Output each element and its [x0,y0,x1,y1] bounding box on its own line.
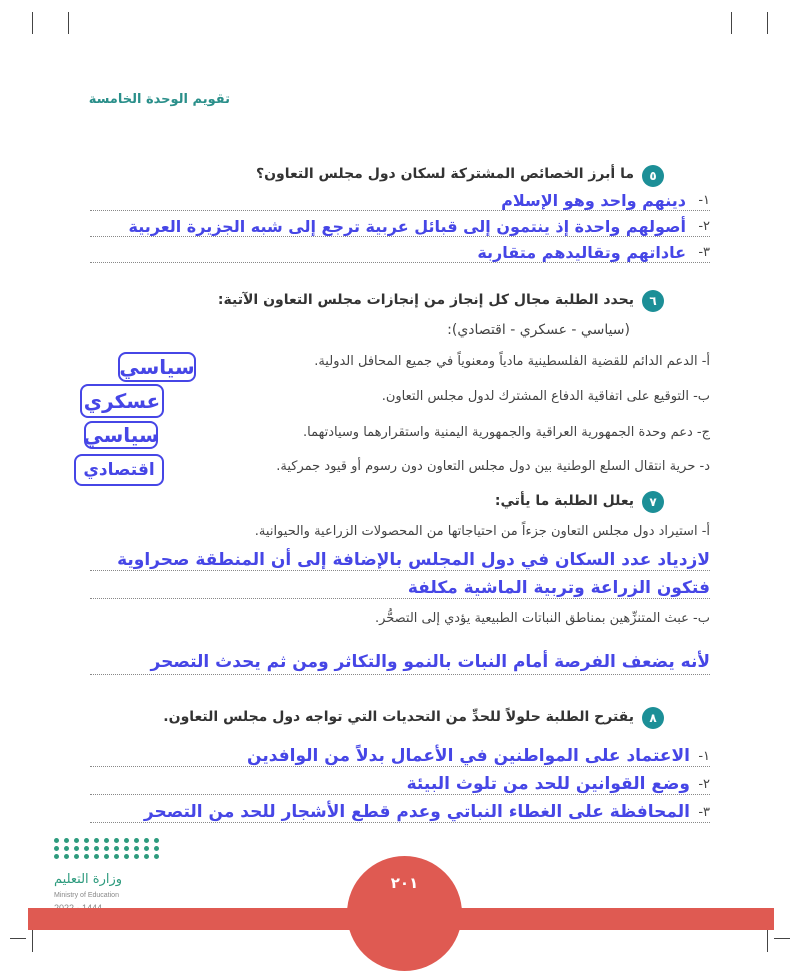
q7-item-a: أ- استيراد دول مجلس التعاون جزءاً من احتياجاتها من المحصولات الزراعية والحيوانية. [254,524,710,539]
q7-a-answer-row-2[interactable] [90,572,710,599]
q6-item-d: د- حرية انتقال السلع الوطنية بين دول مجلس التعاون دون رسوم أو قيود جمركية. [276,459,710,474]
q5-answer-row-1[interactable] [90,184,710,211]
question-8-title: يقترح الطلبة حلولاً للحدِّ من التحديات التي تواجه دول مجلس التعاون. [163,709,634,725]
q8-answer-2: وضع القوانين للحد من تلوث البيئة [406,774,690,794]
ministry-logo [54,838,161,899]
question-6-number: ٦ [642,290,664,312]
q5-answer-3: عاداتهم وتقاليدهم متقاربة [477,243,686,262]
crop-mark [32,12,33,34]
q7-a-answer-1: لازدياد عدد السكان في دول المجلس بالإضافة إلى أن المنطقة صحراوية [117,550,710,570]
q5-answer-2: أصولهم واحدة إذ ينتمون إلى قبائل عربية ترجع إلى شبه الجزيرة العربية [128,217,686,236]
logo-dots-icon [54,838,161,859]
q7-b-answer: لأنه يضعف الفرصة أمام النبات بالنمو والتكاثر ومن ثم يحدث التصحر [150,652,710,672]
row-prefix: ١- [698,749,710,764]
crop-mark [32,930,33,952]
footer-bar [28,908,774,930]
q8-answer-row-3[interactable] [90,796,710,823]
q5-answer-row-2[interactable] [90,210,710,237]
q6-answer-d[interactable]: اقتصادي [74,454,164,486]
q6-item-c: ج- دعم وحدة الجمهورية العراقية والجمهورية اليمنية واستقرارهما وسيادتهما. [303,425,710,440]
q6-answer-c[interactable]: سياسي [83,423,159,447]
crop-mark [767,930,768,952]
row-prefix: ١- [698,193,710,208]
q6-item-b: ب- التوقيع على اتفاقية الدفاع المشترك لدول مجلس التعاون. [381,389,710,404]
q5-answer-1: دينهم واحد وهو الإسلام [501,191,686,210]
crop-mark [767,12,768,34]
row-prefix: ٣- [698,805,710,820]
q5-answer-row-3[interactable] [90,236,710,263]
question-5-title: ما أبرز الخصائص المشتركة لسكان دول مجلس التعاون؟ [255,166,634,182]
logo-arabic-text: وزارة التعليم [54,872,123,887]
page-number: ٢٠١ [390,874,419,892]
q8-answer-1: الاعتماد على المواطنين في الأعمال بدلاً من الوافدين [247,746,690,766]
question-6-title: يحدد الطلبة مجال كل إنجاز من إنجازات مجلس التعاون الآتية: [217,292,634,308]
q6-answer-b[interactable]: عسكري [80,384,164,418]
q7-b-answer-row[interactable] [90,644,710,675]
question-8-number: ٨ [642,707,664,729]
q8-answer-row-2[interactable] [90,768,710,795]
question-6-options: (سياسي - عسكري - اقتصادي): [447,322,630,338]
q6-answer-a[interactable]: سياسي [118,352,196,382]
q7-a-answer-2: فتكون الزراعة وتربية الماشية مكلفة [407,578,710,598]
question-7-title: يعلل الطلبة ما يأتي: [494,493,634,509]
q8-answer-3: المحافظة على الغطاء النباتي وعدم قطع الأشجار للحد من التصحر [143,802,690,822]
crop-mark [68,12,69,34]
question-7-number: ٧ [642,491,664,513]
unit-review-title: تقويم الوحدة الخامسة [88,92,230,107]
crop-mark [10,938,26,939]
crop-mark [774,938,790,939]
logo-english-text: Ministry of Education [54,892,119,899]
question-5-number: ٥ [642,165,664,187]
q8-answer-row-1[interactable] [90,738,710,767]
q6-item-a: أ- الدعم الدائم للقضية الفلسطينية مادياً ومعنوياً في جميع المحافل الدولية. [314,354,710,369]
q7-item-b: ب- عبث المتنزِّهين بمناطق النباتات الطبيعية يؤدي إلى التصحُّر. [374,611,710,626]
crop-mark [731,12,732,34]
row-prefix: ٢- [698,219,710,234]
q7-a-answer-row-1[interactable] [90,544,710,571]
row-prefix: ٢- [698,777,710,792]
row-prefix: ٣- [698,245,710,260]
